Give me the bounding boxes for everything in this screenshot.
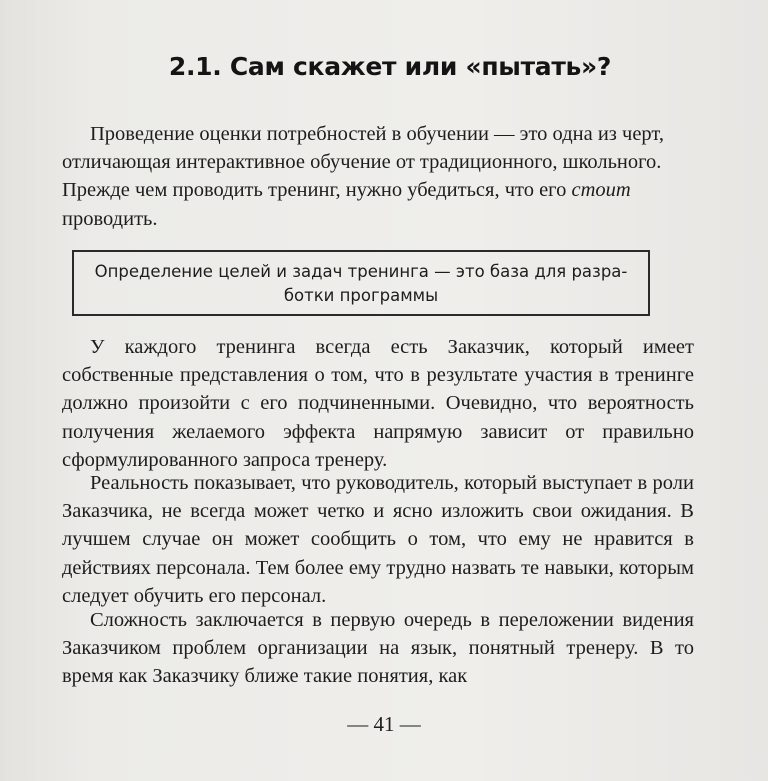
paragraph-reality: Реальность показывает, что руководитель, который выступает в роли Заказчика, не всегда может четко и ясно изложить свои ожидания. В лучшем случае он может сообщить о том, что ему не нравится в действиях персонала. Тем более ему трудно назвать те навыки, которым следует обучить его персонал. <box>62 472 694 607</box>
page-number: — 41 — <box>347 712 421 736</box>
paragraph-needs-assessment <box>62 120 694 233</box>
paragraph-difficulty: Сложность заключается в первую очередь в переложении видения Заказчиком проблем организации на язык, понятный тренеру. В то время как Заказчику ближе такие понятия, как <box>62 609 694 688</box>
paragraph-text-end: проводить. <box>62 207 158 230</box>
callout-line-2: ботки программы <box>283 286 439 305</box>
paragraph-text: Проведение оценки потребностей в обучении — это одна из черт, отличающая интерактивное обучение от традиционного, школьного. Прежде чем проводить тренинг, нужно убедиться, что его <box>62 123 664 202</box>
callout-box <box>72 250 650 316</box>
callout-line-1: Определение целей и задач тренинга — это база для разра- <box>94 262 628 281</box>
paragraph-customer: У каждого тренинга всегда есть Заказчик, который имеет собственные представления о том, что в результате участия в тренинге должно произойти с его подчиненными. Очевидно, что вероятность получения желаемого эффекта напрямую зависит от правильно сформулированного запроса тренеру. <box>62 336 694 471</box>
section-heading: 2.1. Сам скажет или «пытать»? <box>168 52 612 81</box>
emphasis-word: стоит <box>571 179 631 202</box>
